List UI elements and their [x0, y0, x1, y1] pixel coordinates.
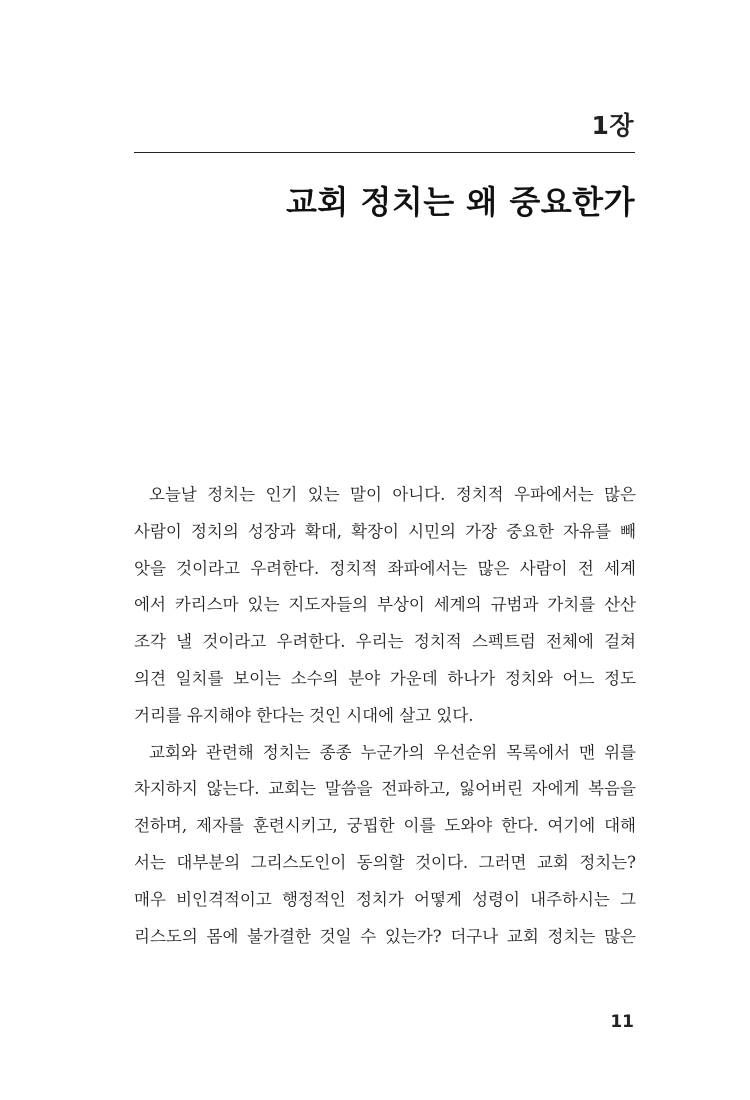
text-line: 리스도의 몸에 불가결한 것일 수 있는가? 더구나 교회 정치는 많은: [134, 926, 636, 946]
text-line: 조각 낼 것이라고 우려한다. 우리는 정치적 스펙트럼 전체에 걸쳐: [134, 632, 636, 652]
chapter-divider: [134, 152, 635, 153]
text-line: 서는 대부분의 그리스도인이 동의할 것이다. 그러면 교회 정치는?: [134, 852, 636, 872]
text-line: 차지하지 않는다. 교회는 말씀을 전파하고, 잃어버린 자에게 복음을: [134, 779, 636, 799]
text-line: 거리를 유지해야 한다는 것인 시대에 살고 있다.: [134, 705, 474, 725]
text-line: 오늘날 정치는 인기 있는 말이 아니다. 정치적 우파에서는 많은: [149, 485, 636, 504]
text-line: 매우 비인격적이고 행정적인 정치가 어떻게 성령이 내주하시는 그: [134, 889, 636, 909]
body-text: [134, 477, 636, 955]
text-line: 전하며, 제자를 훈련시키고, 궁핍한 이를 도와야 한다. 여기에 대해: [134, 816, 636, 836]
text-line: 에서 카리스마 있는 지도자들의 부상이 세계의 규범과 가치를 산산: [134, 595, 636, 615]
chapter-label: 1장: [591, 111, 634, 140]
text-line: 사람이 정치의 성장과 확대, 확장이 시민의 가장 중요한 자유를 빼: [134, 521, 636, 541]
text-line: 의견 일치를 보이는 소수의 분야 가운데 하나가 정치와 어느 정도: [134, 668, 636, 688]
chapter-title: 교회 정치는 왜 중요한가: [285, 183, 635, 221]
text-line: 앗을 것이라고 우려한다. 정치적 좌파에서는 많은 사람이 전 세계: [134, 558, 636, 578]
page-number: 11: [610, 1012, 634, 1032]
text-line: 교회와 관련해 정치는 종종 누군가의 우선순위 목록에서 맨 위를: [149, 742, 636, 762]
